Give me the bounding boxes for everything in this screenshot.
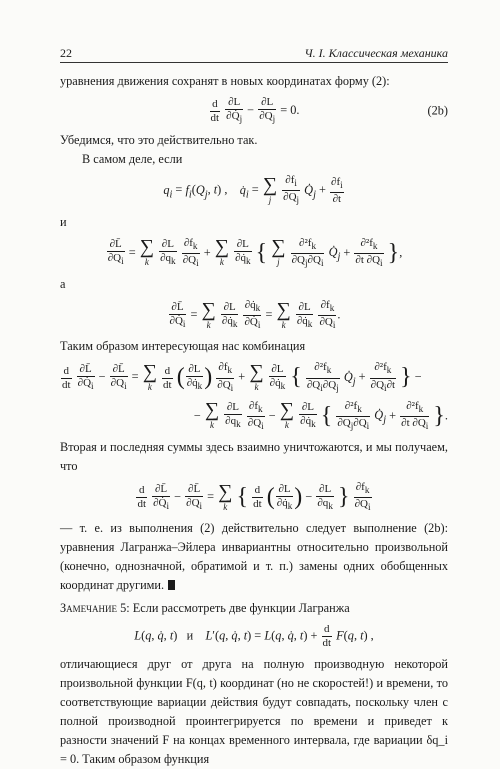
running-header [60, 44, 448, 62]
equation-dL-dQ: $\frac{\partial L̄}{\partial Q_i}$ = ∑ k $\frac{\partial L}{\partial q_k}$ $\frac{\partial f_k}{\partial Q_i}$ + ∑ k $\frac{\partial L}{\partial q̇_k}$ { ∑ j $\frac{\partial^2f_k}{\partial Q_j\partial Q_i}$ $Q̇_j$ + $\frac{\partial^2f_k}{\partial t \partial Q_i}$ }, [107, 236, 403, 268]
equation-combination-line-2: − ∑ k $\frac{\partial L}{\partial q_k}$ $\frac{\partial f_k}{\partial Q_i}$ − ∑ k $\frac{\partial L}{\partial q̇_k}$ { $\frac{\partial^2f_k}{\partial Q_j\partial Q_i}$ $Q̇_j$ + $\frac{\partial^2f_k}{\partial t \partial Q_i}$ }. [193, 399, 448, 432]
paragraph: Убедимся, что это действительно так. [60, 133, 258, 148]
conjunction: и [60, 214, 67, 229]
conjunction: а [60, 276, 66, 291]
remark [60, 599, 448, 618]
paragraph: Таким образом интересующая нас комбинация [60, 339, 306, 354]
running-title: Ч. I. Классическая механика [304, 46, 448, 60]
remark-label: Замечание 5: [60, 601, 130, 616]
paragraph: Вторая и последняя суммы здесь взаимно уничтожаются, и мы получаем, что [60, 440, 448, 474]
paragraph-text: — т. е. из выполнения (2) действительно следует выполнение (2b): уравнения Лагранжа–Эйлера инвариантны относительно произвольной (конечно, однозначной, обратимой и т. п.) замены одних обобщенных координат другими. [60, 521, 448, 593]
equation-coordinate-transform: $q_i = f_i(Q_j$, t) , $q̇_i$ = ∑ j $\frac{\partial f_i}{\partial Q_j}$ $Q̇_j$ + $\frac{\partial f_i}{\partial t}$ [163, 173, 343, 206]
equation-2b: $\frac{d}{dt}$ $\frac{\partial L}{\partial Q̇_j}$ − $\frac{\partial L}{\partial Q_j}$ = 0. (2b) [210, 96, 448, 125]
equation-two-lagrangians: L(q, q̇, t) и L′(q, q̇, t) = L(q, q̇, t) + $\frac{d}{dt}$ F(q, t) , [134, 623, 374, 650]
paragraph: отличающиеся друг от друга на полную производную некоторой произвольной функции F(q, t) координат (но не скоростей!) и времени, то соответствующие вариации действия будут совпадать, поскольку член с полной производной проинтегрируется по времени и приведет к разности значений F на концах временного интервала, где вариации δq_i = 0. Таким образом функция [60, 657, 448, 767]
equation-dL-dQdot: $\frac{\partial L̄}{\partial Q̇_i}$ = ∑ k $\frac{\partial L}{\partial q̇_k}$ $\frac{\partial q̇_k}{\partial Q̇_i}$ = ∑ k $\frac{\partial L}{\partial q̇_k}$ $\frac{\partial f_k}{\partial Q_i}$ . [169, 298, 341, 331]
equation-combination-line-1: $\frac{d}{dt}$ $\frac{\partial L̄}{\partial Q̇_i}$ − $\frac{\partial L̄}{\partial Q_i}$ = ∑ k $\frac{d}{dt}$ ( $\frac{\partial L}{\partial q̇_k}$ ) $\frac{\partial f_k}{\partial Q_i}$ + ∑ k $\frac{\partial L}{\partial q̇_k}$ { $\frac{\partial^2f_k}{\partial Q_i\partial Q_j}$ $Q̇_j$ + $\frac{\partial^2f_k}{\partial Q_i\partial t}$ } − [62, 361, 422, 393]
remark-text: Если рассмотреть две функции Лагранжа [129, 601, 350, 616]
paragraph [60, 519, 448, 595]
page-number: 22 [60, 46, 72, 60]
paragraph: уравнения движения сохранят в новых координатах форму (2): [60, 74, 390, 88]
header-rule [60, 62, 448, 63]
page-body [60, 72, 448, 769]
equation-number: (2b) [427, 103, 448, 118]
end-of-proof-mark [168, 580, 175, 590]
paragraph: В самом деле, если [82, 152, 183, 167]
equation-conjunction: и [186, 628, 194, 643]
equation-result: $\frac{d}{dt}$ $\frac{\partial L̄}{\partial Q̇_i}$ − $\frac{\partial L̄}{\partial Q_i}$ = ∑ k { $\frac{d}{dt}$ ( $\frac{\partial L}{\partial q̇_k}$ ) − $\frac{\partial L}{\partial q_k}$ } $\frac{\partial f_k}{\partial Q_i}$ [137, 480, 371, 513]
